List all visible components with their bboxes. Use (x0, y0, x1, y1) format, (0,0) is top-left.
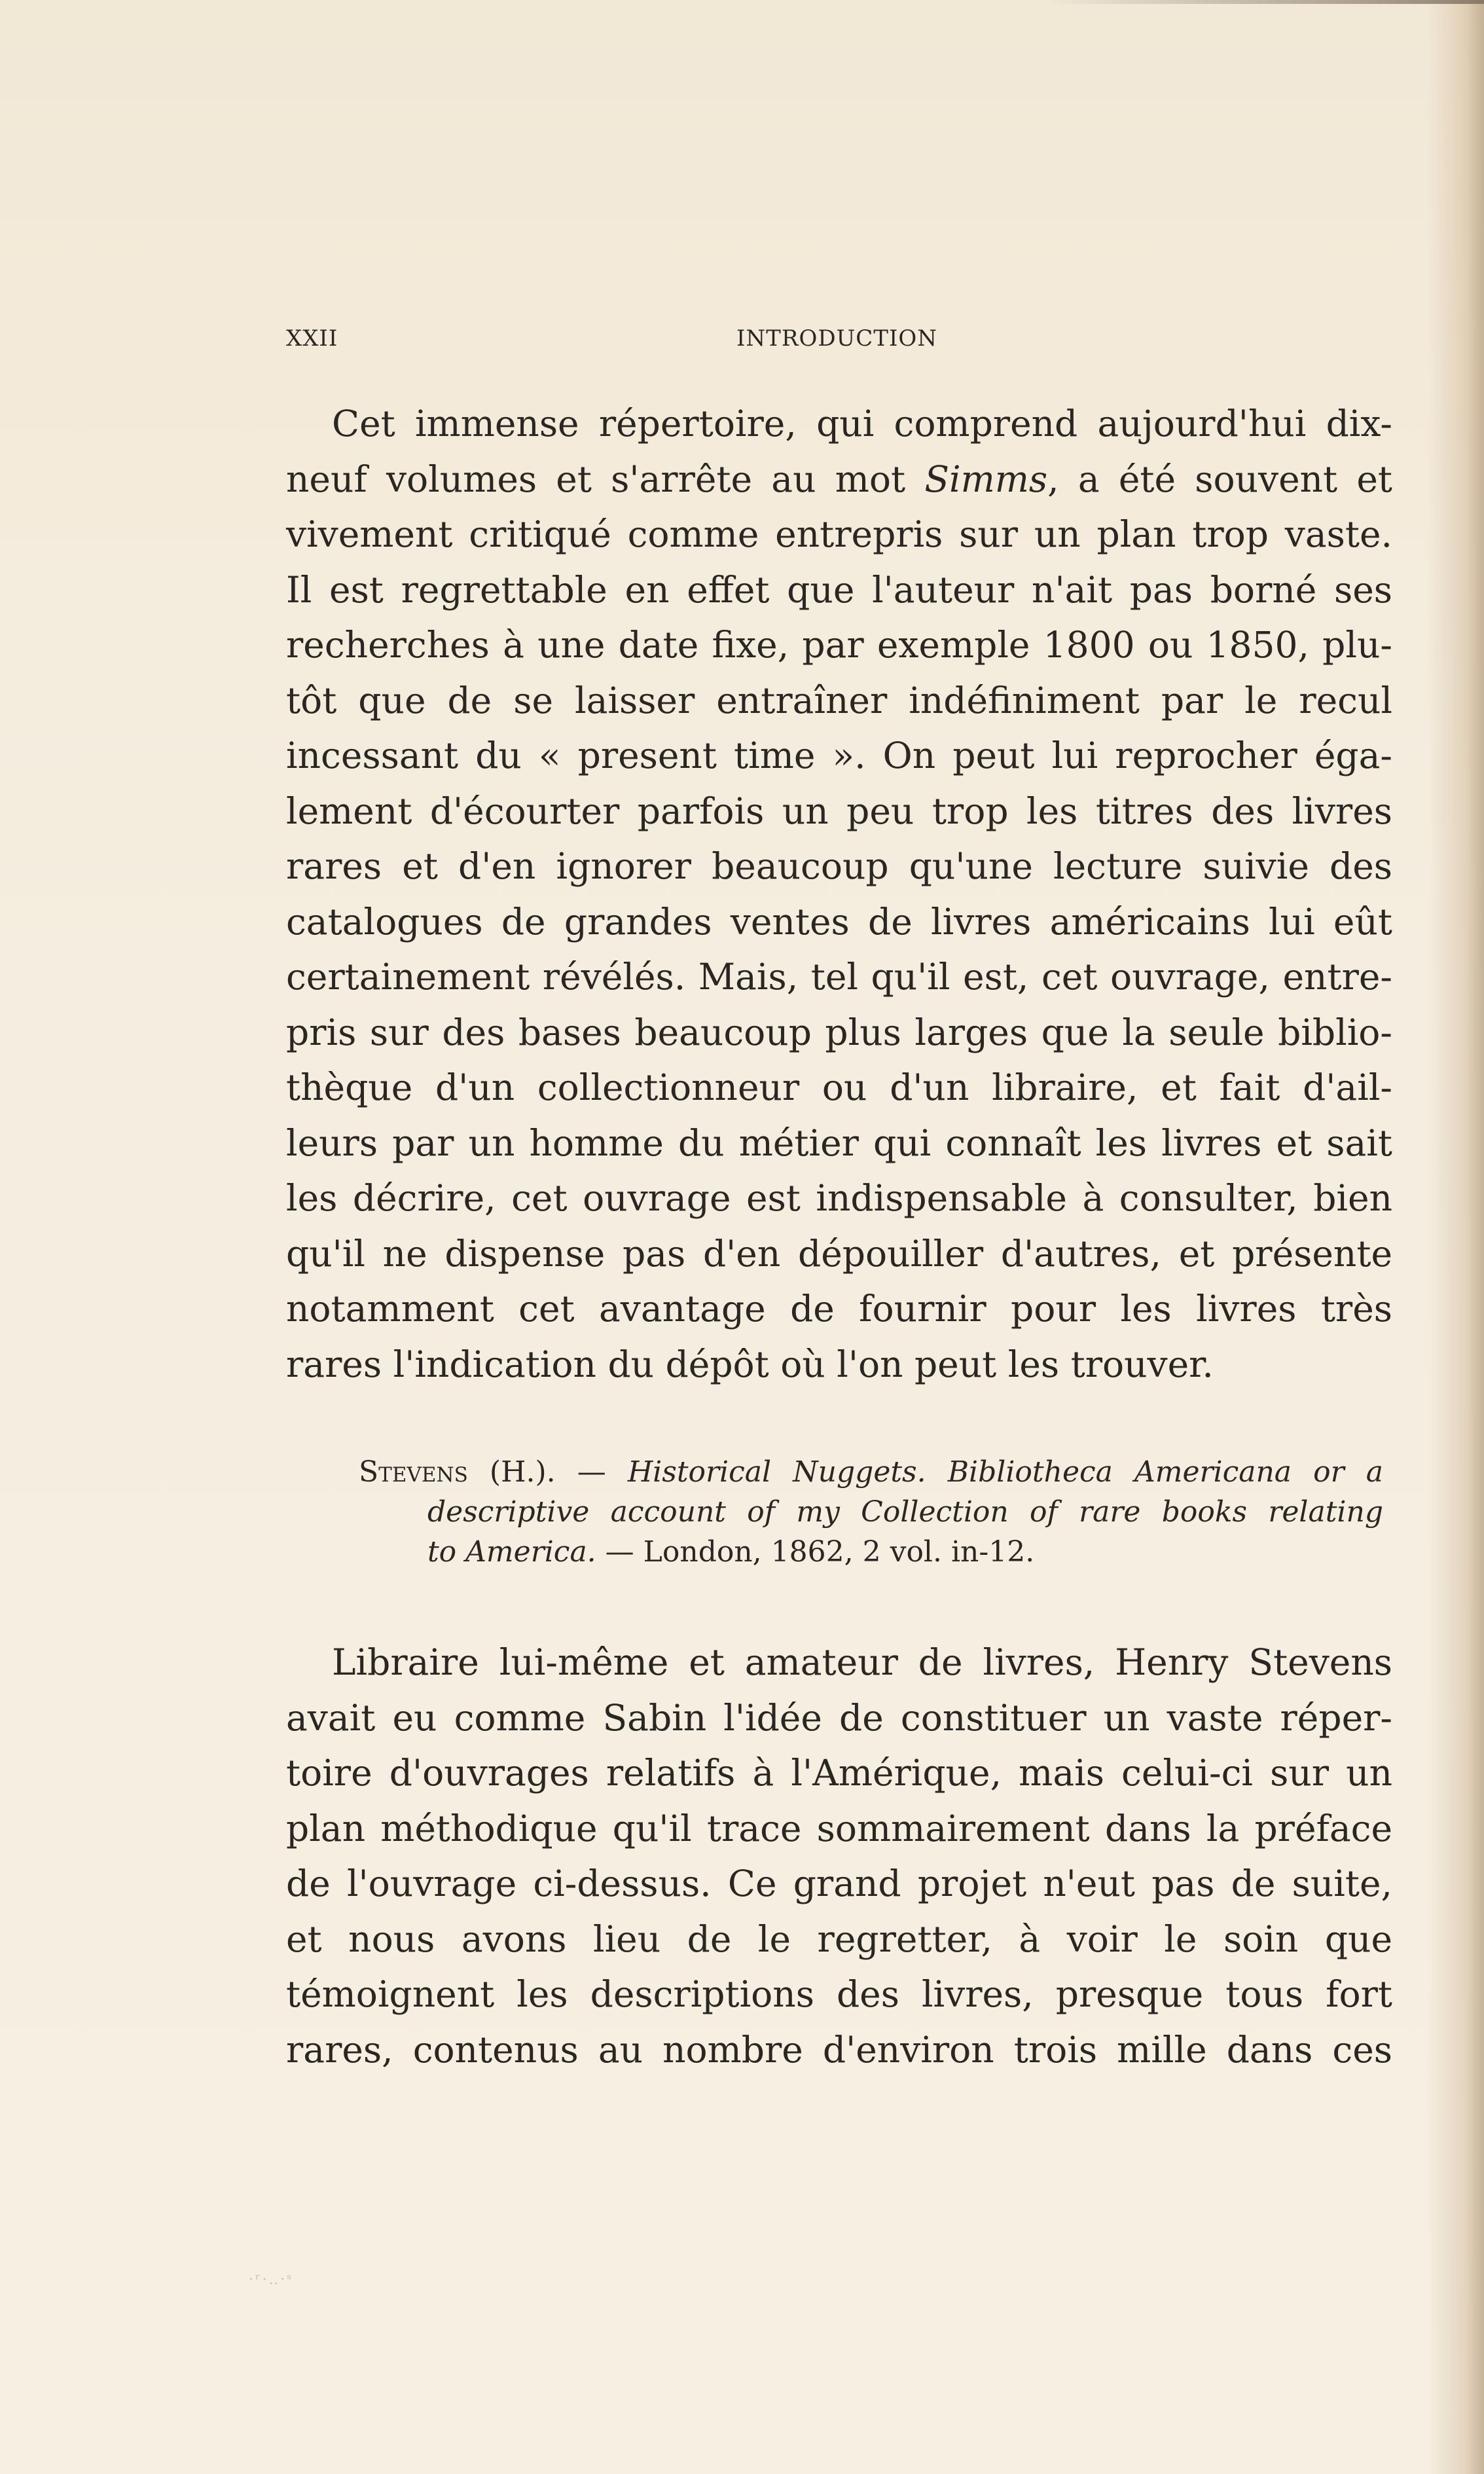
citation-title-end: to America. (427, 1535, 596, 1569)
text-line: rares l'indication du dépôt où l'on peut les trouver. (286, 1343, 1214, 1385)
text-line: pris sur des bases beaucoup plus larges que la seule biblio- (286, 1011, 1392, 1053)
text-fragment: neuf volumes et s'arrête au mot (286, 458, 925, 500)
citation-line (359, 1452, 1383, 1492)
chapter-title: INTRODUCTION (736, 325, 937, 352)
text-line: témoignent les descriptions des livres, presque tous fort (286, 1973, 1392, 2015)
text-line: thèque d'un collectionneur ou d'un libraire, et fait d'ail- (286, 1066, 1392, 1108)
text-line: avait eu comme Sabin l'idée de constituer un vaste réper- (286, 1696, 1392, 1739)
citation-author: Stevens (359, 1455, 468, 1489)
text-line: et nous avons lieu de le regretter, à voir le soin que (286, 1918, 1392, 1960)
text-line: rares, contenus au nombre d'environ trois mille dans ces (286, 2028, 1392, 2071)
text-line: certainement révélés. Mais, tel qu'il est, cet ouvrage, entre- (286, 956, 1392, 998)
italic-term: Simms (924, 458, 1048, 500)
text-line: tôt que de se laisser entraîner indéfiniment par le recul (286, 679, 1392, 721)
text-line: incessant du « present time ». On peut lui reprocher éga- (286, 735, 1392, 776)
text-line: lement d'écourter parfois un peu trop les titres des livres (286, 790, 1392, 832)
citation-title: Historical Nuggets. Bibliotheca Americana or a (627, 1455, 1383, 1489)
text-line: rares et d'en ignorer beaucoup qu'une lecture suivie des (286, 845, 1392, 887)
text-line: Il est regrettable en effet que l'auteur n'ait pas borné ses (286, 568, 1392, 611)
text-line: notamment cet avantage de fournir pour les livres très (286, 1288, 1392, 1330)
text-line: catalogues de grandes ventes de livres américains lui eût (286, 900, 1392, 943)
paragraph-sabin-review (286, 396, 1392, 1392)
citation-line (359, 1532, 1383, 1572)
text-line: vivement critiqué comme entrepris sur un plan trop vaste. (286, 513, 1392, 555)
text-line (286, 452, 1392, 507)
text-line: de l'ouvrage ci-dessus. Ce grand projet n'eut pas de suite, (286, 1863, 1392, 1904)
text-line: leurs par un homme du métier qui connaît les livres et sait (286, 1121, 1392, 1164)
bibliographic-citation (359, 1452, 1383, 1572)
citation-line: descriptive account of my Collection of rare books relating (427, 1495, 1383, 1529)
text-line: les décrire, cet ouvrage est indispensable à consulter, bien (286, 1177, 1392, 1219)
text-fragment: , a été souvent et (1047, 458, 1393, 500)
text-line: plan méthodique qu'il trace sommairement dans la préface (286, 1807, 1392, 1849)
paragraph-stevens (286, 1635, 1392, 2077)
text-line: recherches à une date fixe, par exemple 1800 ou 1850, plu- (286, 624, 1392, 666)
page-top-edge-shadow (1047, 0, 1484, 4)
text-line: qu'il ne dispense pas d'en dépouiller d'autres, et présente (286, 1232, 1392, 1275)
citation-author-initial: (H.). — (467, 1455, 606, 1489)
running-head (286, 325, 1392, 358)
text-line: Cet immense répertoire, qui comprend aujourd'hui dix- (332, 403, 1392, 445)
citation-imprint: — London, 1862, 2 vol. in-12. (596, 1535, 1035, 1569)
faded-stamp-mark: ·ʳ·‥·ˢ (249, 2272, 294, 2288)
text-line: Libraire lui-même et amateur de livres, Henry Stevens (332, 1641, 1392, 1683)
text-line: toire d'ouvrages relatifs à l'Amérique, mais celui-ci sur un (286, 1752, 1392, 1794)
page-number: XXII (286, 325, 338, 352)
